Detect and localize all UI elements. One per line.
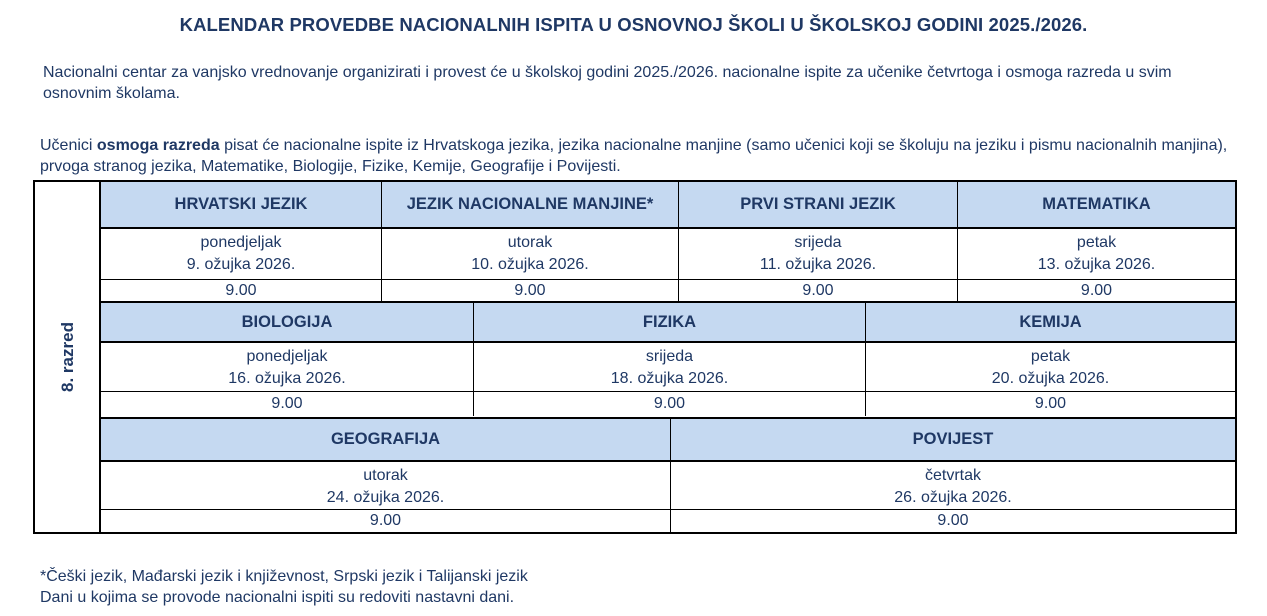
exam-time: 9.00 xyxy=(957,280,1235,302)
exam-time: 9.00 xyxy=(381,280,678,302)
exam-day: srijeda xyxy=(794,234,842,251)
subject-header: MATEMATIKA xyxy=(957,182,1235,229)
exam-time: 9.00 xyxy=(670,510,1235,532)
page-title: KALENDAR PROVEDBE NACIONALNIH ISPITA U OSNOVNOJ ŠKOLI U ŠKOLSKOJ GODINI 2025./2026. xyxy=(179,14,1088,35)
exam-time: 9.00 xyxy=(369,512,402,529)
exam-time: 9.00 xyxy=(271,395,303,412)
exam-day: utorak xyxy=(363,467,408,484)
exam-date: 18. ožujka 2026. xyxy=(610,370,729,387)
footnote-regular-days: Dani u kojima se provode nacionalni ispiti su redoviti nastavni dani. xyxy=(40,589,515,606)
subject-header: PRVI STRANI JEZIK xyxy=(678,182,957,229)
schedule-block-1 xyxy=(101,182,1235,302)
subject-header: FIZIKA xyxy=(473,301,865,343)
intro-paragraph: Nacionalni centar za vanjsko vrednovanje organizirati i provest će u školskoj godini 2025./2026. nacionalne ispite za učenike četvrtoga i osmoga razreda u svim osnovnim školama. xyxy=(43,64,1172,102)
exam-date: 10. ožujka 2026. xyxy=(471,256,589,273)
exam-day: srijeda xyxy=(645,348,694,365)
exam-day: četvrtak xyxy=(924,467,981,484)
exam-day: ponedjeljak xyxy=(246,348,328,365)
subject-header: POVIJEST xyxy=(670,417,1235,462)
exam-day: petak xyxy=(1030,348,1071,365)
exam-date-cell xyxy=(473,343,865,392)
exam-date-cell xyxy=(678,229,957,280)
grade-label: 8. razred xyxy=(58,322,77,392)
exam-date-cell xyxy=(101,462,670,510)
exam-date: 20. ožujka 2026. xyxy=(991,370,1110,387)
exam-date-cell xyxy=(101,343,473,392)
exam-time: 9.00 xyxy=(678,280,957,302)
exam-date: 9. ožujka 2026. xyxy=(186,256,296,273)
exam-date-cell xyxy=(670,462,1235,510)
exam-date: 13. ožujka 2026. xyxy=(1037,256,1156,273)
exam-time: 9.00 xyxy=(865,392,1235,416)
eighth-text-end: pisat će nacionalne ispite iz Hrvatskoga jezika, jezika nacionalne manjine (samo učenici koji se školuju na jeziku i pismu nacionalnih manjina), prvoga stranog jezika, Matematike, Biologije, Fizike, Kemije, Geografije i Povijesti. xyxy=(40,137,1228,175)
exam-schedule-table xyxy=(33,180,1237,534)
exam-time: 9.00 xyxy=(225,282,257,299)
eighth-text-start: Učenici xyxy=(40,137,97,154)
eighth-text-bold: osmoga razreda xyxy=(96,137,220,154)
subject-header: BIOLOGIJA xyxy=(101,301,473,343)
subject-header: KEMIJA xyxy=(865,301,1235,343)
subject-header: HRVATSKI JEZIK xyxy=(101,182,381,229)
eighth-grade-paragraph xyxy=(40,135,1240,177)
footnote-languages: *Češki jezik, Mađarski jezik i književnost, Srpski jezik i Talijanski jezik xyxy=(40,568,528,585)
exam-day: utorak xyxy=(507,234,553,251)
subject-header: GEOGRAFIJA xyxy=(101,417,670,462)
exam-date: 24. ožujka 2026. xyxy=(326,489,445,506)
exam-date-cell xyxy=(865,343,1235,392)
subject-header: JEZIK NACIONALNE MANJINE* xyxy=(381,182,678,229)
exam-date: 16. ožujka 2026. xyxy=(228,370,346,387)
schedule-block-2 xyxy=(101,301,1235,416)
exam-time: 9.00 xyxy=(473,392,865,416)
exam-date-cell xyxy=(957,229,1235,280)
exam-date-cell xyxy=(101,229,381,280)
footnotes xyxy=(40,566,528,608)
exam-date: 11. ožujka 2026. xyxy=(759,256,877,273)
exam-day: petak xyxy=(1076,234,1117,251)
schedule-block-3 xyxy=(101,417,1235,532)
exam-date-cell xyxy=(381,229,678,280)
exam-date: 26. ožujka 2026. xyxy=(894,489,1012,506)
grade-column xyxy=(35,182,101,532)
exam-day: ponedjeljak xyxy=(200,234,282,251)
